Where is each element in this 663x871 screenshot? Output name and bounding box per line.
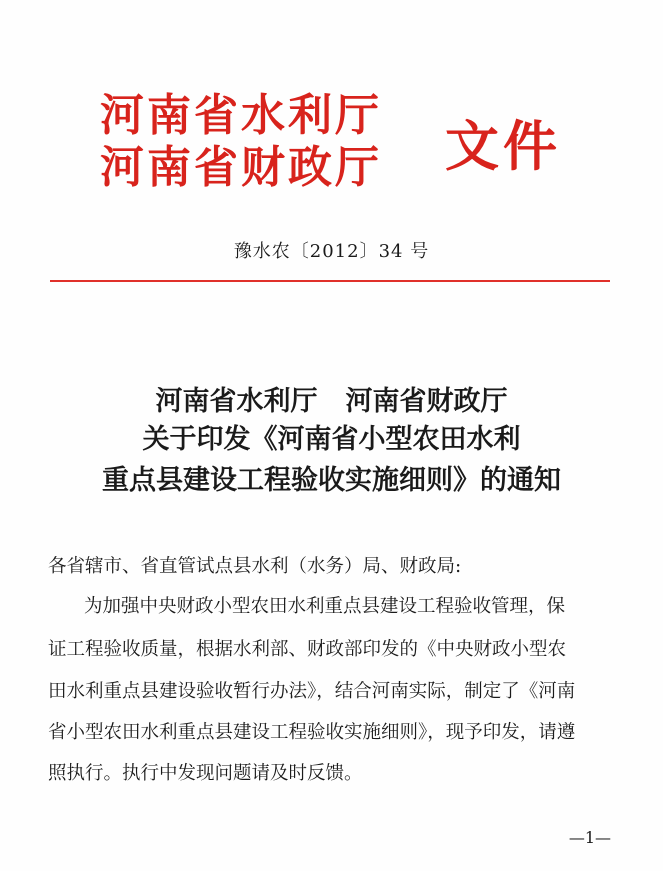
title-line-1 — [0, 385, 663, 419]
issuer-line-water-resources: 河南省水利厅 — [100, 90, 382, 141]
body-line: 证工程验收质量，根据水利部、财政部印发的《中央财政小型农 — [48, 639, 567, 660]
page-number: —1— — [568, 828, 611, 847]
body-line: 为加强中央财政小型农田水利重点县建设工程验收管理，保 — [84, 596, 566, 617]
red-divider-line — [50, 280, 610, 282]
document-number: 豫水农〔2012〕34 号 — [233, 241, 430, 262]
title-line-2: 关于印发《河南省小型农田水利 — [142, 424, 521, 455]
issuer-line-finance: 河南省财政厅 — [100, 142, 382, 193]
title-issuer-b: 河南省财政厅 — [345, 386, 508, 417]
body-line: 照执行。执行中发现问题请及时反馈。 — [48, 763, 363, 784]
document-header — [100, 88, 560, 198]
document-word: 文件 — [445, 114, 561, 178]
title-line-3: 重点县建设工程验收实施细则》的通知 — [102, 465, 561, 496]
body-line: 省小型农田水利重点县建设工程验收实施细则》，现予印发，请遵 — [48, 722, 576, 743]
body-line: 田水利重点县建设验收暂行办法》，结合河南实际，制定了《河南 — [48, 681, 576, 702]
salutation: 各省辖市、省直管试点县水利（水务）局、财政局: — [48, 556, 462, 577]
title-issuer-a: 河南省水利厅 — [155, 386, 318, 417]
